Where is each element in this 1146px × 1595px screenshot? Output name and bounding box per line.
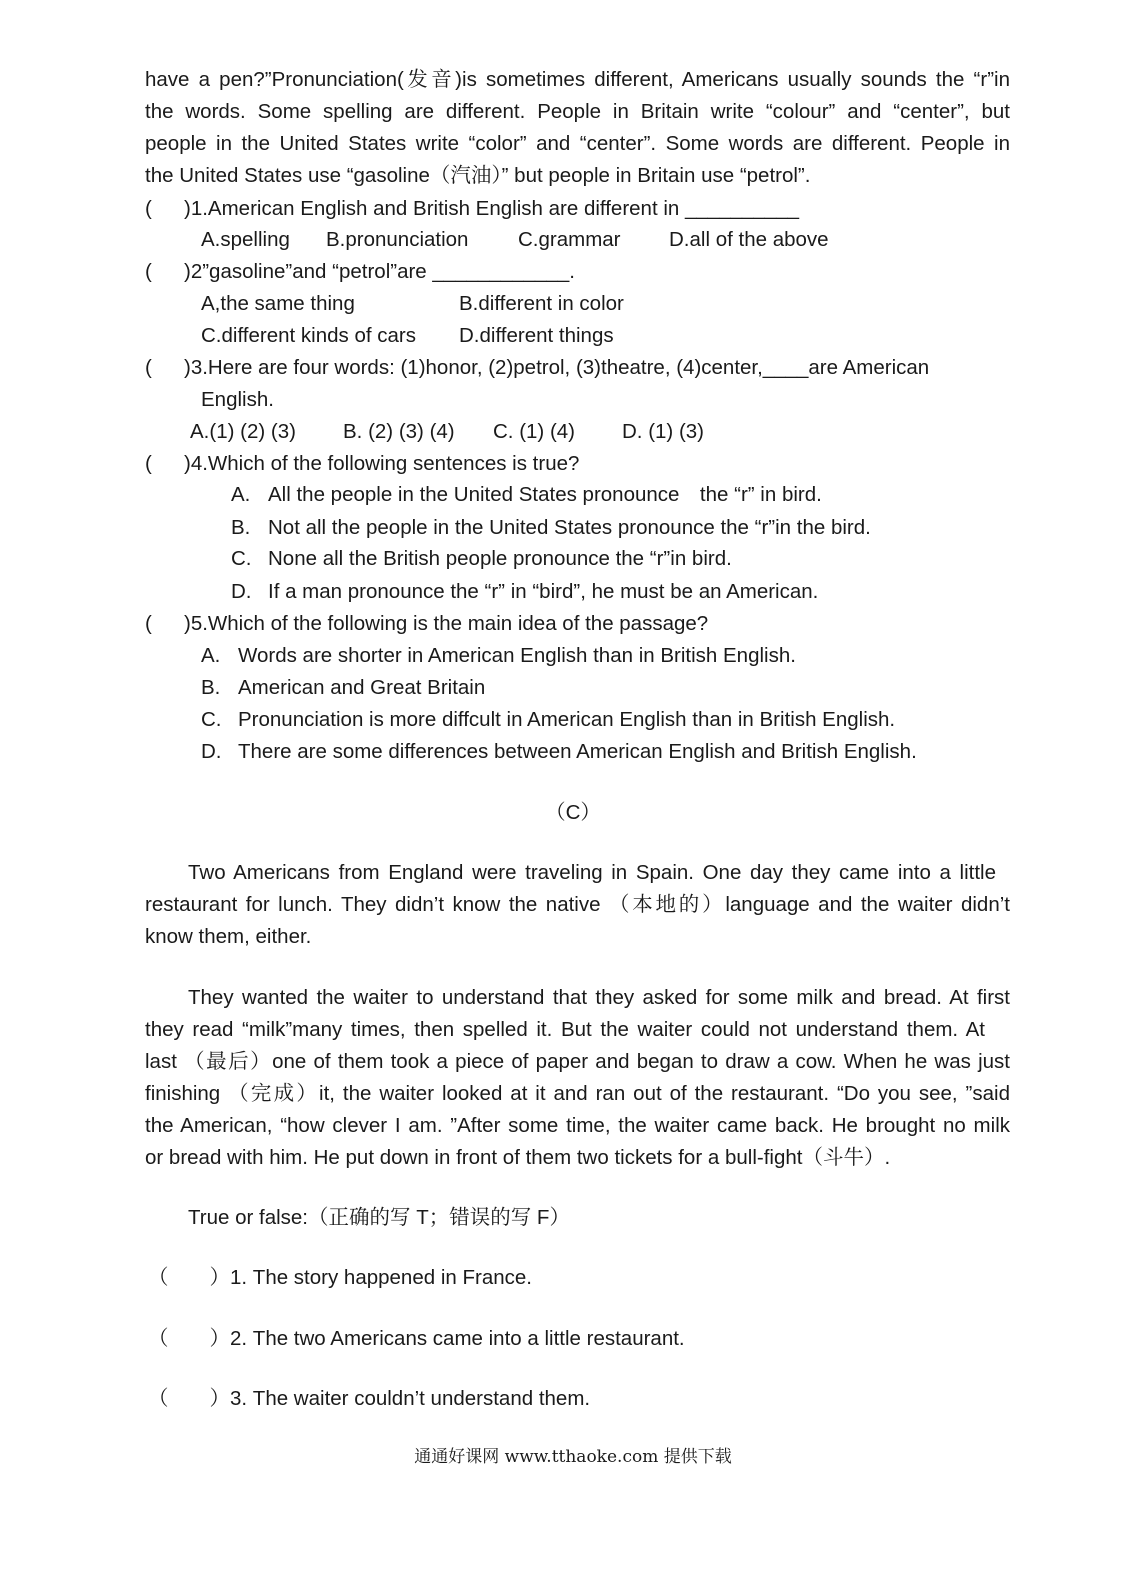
- question-1-stem: )1.American English and British English are different in __________: [184, 197, 799, 220]
- question-4-option-letter: A.: [231, 483, 251, 506]
- question-4-option-letter: B.: [231, 516, 251, 539]
- passage-line: have a pen?”Pronunciation(发音)is sometimes different, Americans usually sounds the “r”in: [145, 68, 1010, 91]
- question-4-paren: (: [145, 452, 152, 475]
- question-4-option-letter: D.: [231, 580, 252, 603]
- true-false-item: （ ）1. The story happened in France.: [148, 1266, 532, 1289]
- question-3-stem-cont: English.: [201, 388, 274, 411]
- question-5-option-letter: B.: [201, 676, 221, 699]
- passage-line: know them, either.: [145, 925, 312, 948]
- question-5-option-text: American and Great Britain: [238, 676, 486, 699]
- question-4-option-text: None all the British people pronounce the “r”in bird.: [268, 547, 732, 570]
- question-5-stem: )5.Which of the following is the main idea of the passage?: [184, 612, 709, 635]
- question-4-stem: )4.Which of the following sentences is true?: [184, 452, 580, 475]
- true-false-item: （ ）2. The two Americans came into a little restaurant.: [148, 1327, 685, 1350]
- question-5-option-text: Words are shorter in American English than in British English.: [238, 644, 796, 667]
- question-1-option-a: A.spelling: [201, 228, 290, 251]
- passage-line: the American, “how clever I am. ”After some time, the waiter came back. He brought no milk: [145, 1114, 1010, 1137]
- true-false-instruction: True or false:（正确的写 T；错误的写 F）: [188, 1206, 570, 1229]
- question-2-option-a: A,the same thing: [201, 292, 355, 315]
- question-1-option-b: B.pronunciation: [326, 228, 469, 251]
- question-1-paren: (: [145, 197, 152, 220]
- question-4-option-text: Not all the people in the United States pronounce the “r”in the bird.: [268, 516, 871, 539]
- passage-line: or bread with him. He put down in front of them two tickets for a bull-fight（斗牛）.: [145, 1146, 891, 1169]
- passage-line: the words. Some spelling are different. People in Britain write “colour” and “center”, but: [145, 100, 1010, 123]
- passage-line: people in the United States write “color” and “center”. Some words are different. People in: [145, 132, 1010, 155]
- question-1-option-c: C.grammar: [518, 228, 621, 251]
- question-3-paren: (: [145, 356, 152, 379]
- question-3-option-b: B. (2) (3) (4): [343, 420, 455, 443]
- passage-line: they read “milk”many times, then spelled it. But the waiter could not understand them. At: [145, 1018, 985, 1041]
- question-4-option-text: If a man pronounce the “r” in “bird”, he must be an American.: [268, 580, 819, 603]
- question-3-stem: )3.Here are four words: (1)honor, (2)petrol, (3)theatre, (4)center,____are American: [184, 356, 930, 379]
- passage-line: finishing （完成）it, the waiter looked at it and ran out of the restaurant. “Do you see, ”said: [145, 1082, 1010, 1105]
- question-2-option-d: D.different things: [459, 324, 614, 347]
- question-5-option-letter: D.: [201, 740, 222, 763]
- question-3-option-d: D. (1) (3): [622, 420, 704, 443]
- passage-line: Two Americans from England were traveling in Spain. One day they came into a little: [188, 861, 996, 884]
- question-5-option-letter: A.: [201, 644, 221, 667]
- question-5-option-text: Pronunciation is more diffcult in American English than in British English.: [238, 708, 896, 731]
- question-5-paren: (: [145, 612, 152, 635]
- question-5-option-letter: C.: [201, 708, 222, 731]
- question-3-option-c: C. (1) (4): [493, 420, 575, 443]
- question-5-option-text: There are some differences between American English and British English.: [238, 740, 917, 763]
- question-3-option-a: A.(1) (2) (3): [190, 420, 296, 443]
- true-false-item: （ ）3. The waiter couldn’t understand them.: [148, 1387, 591, 1410]
- question-4-option-letter: C.: [231, 547, 252, 570]
- question-2-paren: (: [145, 260, 152, 283]
- question-2-option-b: B.different in color: [459, 292, 624, 315]
- section-c-title: （C）: [545, 801, 601, 824]
- question-2-stem: )2”gasoline”and “petrol”are ____________.: [184, 260, 575, 283]
- passage-line: last （最后）one of them took a piece of paper and began to draw a cow. When he was just: [145, 1050, 1010, 1073]
- passage-line: They wanted the waiter to understand that they asked for some milk and bread. At first: [188, 986, 1010, 1009]
- passage-line: restaurant for lunch. They didn’t know the native （本地的）language and the waiter didn’t: [145, 893, 1010, 916]
- question-1-option-d: D.all of the above: [669, 228, 829, 251]
- question-2-option-c: C.different kinds of cars: [201, 324, 416, 347]
- question-4-option-text: All the people in the United States pronounce the “r” in bird.: [268, 483, 822, 506]
- passage-line: the United States use “gasoline（汽油）” but people in Britain use “petrol”.: [145, 164, 811, 187]
- page-footer: 通通好课网 www.tthaoke.com 提供下载: [414, 1447, 732, 1467]
